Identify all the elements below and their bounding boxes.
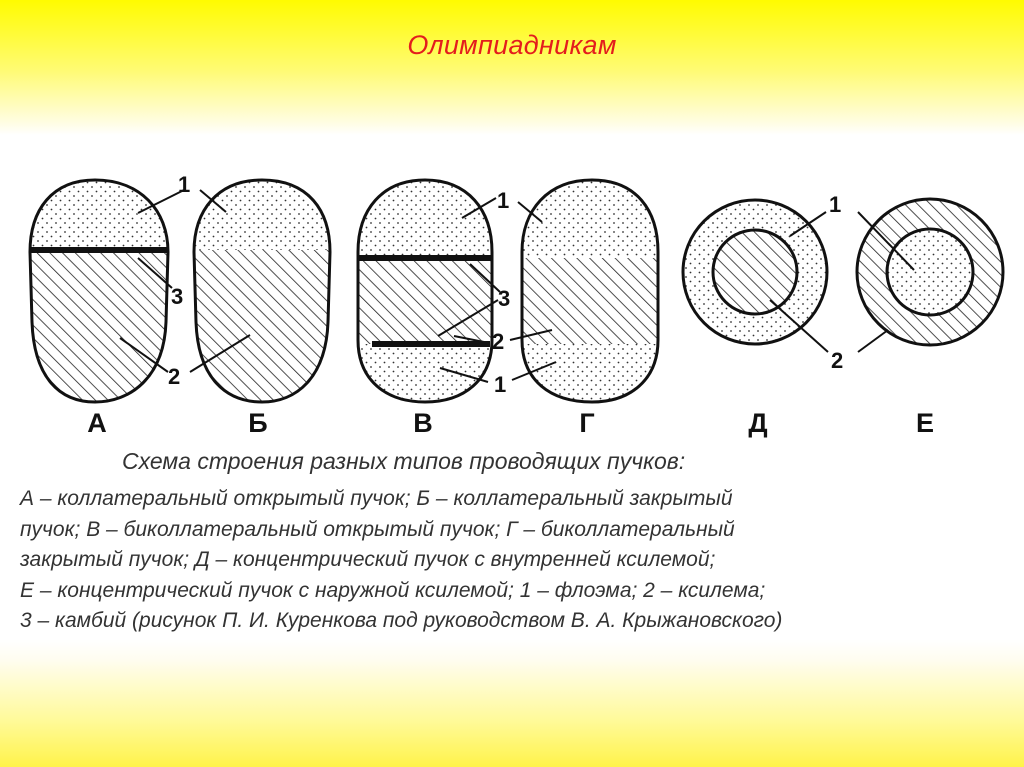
figure-e-concentric-outer-xylem bbox=[857, 199, 1003, 352]
figure-v-bicollateral-open bbox=[350, 170, 500, 414]
figure-letter-a: А bbox=[87, 408, 107, 438]
label-d-2: 2 bbox=[831, 348, 844, 373]
label-v-1-bottom: 1 bbox=[494, 372, 507, 397]
caption-line: пучок; В – биколлатеральный открытый пучок; Г – биколлатеральный bbox=[20, 517, 735, 541]
label-v-1-top: 1 bbox=[497, 188, 510, 213]
figure-b-collateral-closed bbox=[185, 170, 345, 410]
figure-g-bicollateral-closed bbox=[510, 170, 665, 414]
figure-letter-b: Б bbox=[248, 408, 268, 438]
vascular-bundles-diagram bbox=[0, 140, 1024, 440]
label-v-2: 2 bbox=[492, 329, 505, 354]
label-a-3: 3 bbox=[171, 284, 184, 309]
figure-a-collateral-open bbox=[20, 170, 184, 410]
caption-line: закрытый пучок; Д – концентрический пучок с внутренней ксилемой; bbox=[20, 548, 716, 571]
figure-letter-g: Г bbox=[579, 408, 595, 438]
figure-letter-d: Д bbox=[748, 408, 768, 438]
caption-body bbox=[20, 484, 1010, 637]
caption-heading: Схема строения разных типов проводящих пучков: bbox=[122, 448, 686, 474]
slide-title: Олимпиадникам bbox=[407, 30, 617, 60]
figure-d-concentric-inner-xylem bbox=[683, 200, 828, 352]
caption-line: Е – концентрический пучок с наружной ксилемой; 1 – флоэма; 2 – ксилема; bbox=[20, 578, 766, 602]
label-a-2: 2 bbox=[168, 364, 181, 389]
caption-line: А – коллатеральный открытый пучок; Б – коллатеральный закрытый bbox=[20, 487, 733, 510]
figure-letter-v: В bbox=[413, 408, 433, 438]
figure-letter-e: Е bbox=[915, 408, 935, 438]
label-d-1: 1 bbox=[829, 192, 842, 217]
label-a-1: 1 bbox=[178, 172, 191, 197]
caption-line: 3 – камбий (рисунок П. И. Куренкова под руководством В. А. Крыжановского) bbox=[20, 609, 783, 632]
label-v-3: 3 bbox=[498, 286, 511, 311]
